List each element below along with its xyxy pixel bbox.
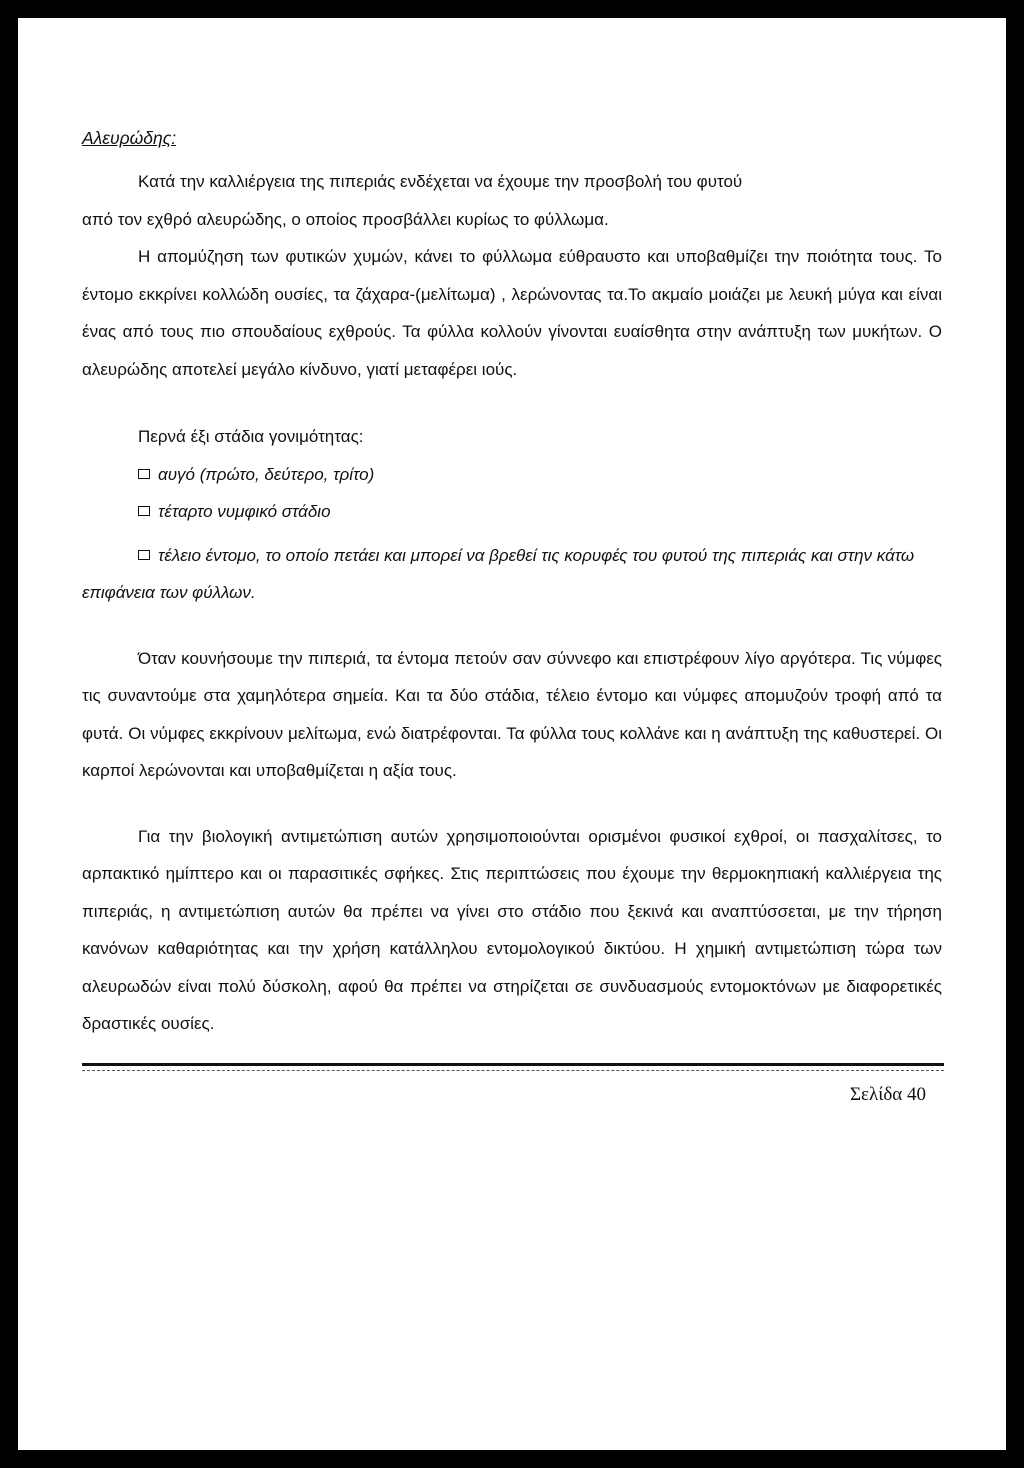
damage-paragraph: Η απομύζηση των φυτικών χυμών, κάνει το φύλλωμα εύθραυστο και υποβαθμίζει την ποιότητα τους. Το έντομο εκκρίνει κολλώδη ουσίες, τα ζάχαρα-(μελίτωμα) , λερώνοντας τα.Το ακμαίο μοιάζει με λευκή μύγα και είναι ένας από τους πιο σπουδαίους εχθρούς. Τα φύλλα κολλούν γίνονται ευαίσθητα στην ανάπτυξη των μυκήτων. Ο αλευρώδης αποτελεί μεγάλο κίνδυνο, γιατί μεταφέρει ιούς.	[82, 247, 942, 379]
document-page	[18, 18, 1006, 1450]
list-item	[82, 493, 942, 531]
list-item	[82, 456, 942, 494]
stage-text: τέταρτο νυμφικό στάδιο	[158, 502, 331, 521]
stages-intro: Περνά έξι στάδια γονιμότητας:	[138, 427, 364, 446]
behaviour-paragraph: Όταν κουνήσουμε την πιπεριά, τα έντομα πετούν σαν σύννεφο και επιστρέφουν λίγο αργότερα. Τις νύμφες τις συναντούμε στα χαμηλότερα σημεία. Και τα δύο στάδια, τέλειο έντομο και νύμφες απομυζούν τροφή από τα φυτά. Οι νύμφες εκκρίνουν μελίτωμα, ενώ διατρέφονται. Τα φύλλα τους κολλάνε και η ανάπτυξη της καθυστερεί. Οι καρποί λερώνονται και υποβαθμίζεται η αξία τους.	[82, 648, 942, 780]
intro-line-2: από τον εχθρό αλευρώδης, ο οποίος προσβάλλει κυρίως το φύλλωμα.	[82, 209, 609, 229]
intro-line-1: Κατά την καλλιέργεια της πιπεριάς ενδέχεται να έχουμε την προσβολή του φυτού	[138, 172, 743, 191]
stages-list	[82, 456, 942, 612]
control-paragraph: Για την βιολογική αντιμετώπιση αυτών χρησιμοποιούνται ορισμένοι φυσικοί εχθροί, οι πασχαλίτσες, το αρπακτικό ημίπτερο και οι παρασιτικές σφήκες. Στις περιπτώσεις που έχουμε την θερμοκηπιακή καλλιέργεια της πιπεριάς, η αντιμετώπιση αυτών θα πρέπει να γίνει στο στάδιο που ξεκινά και αναπτύσσεται, με την τήρηση κανόνων καθαριότητας και την χρήση κατάλληλου εντομολογικού δικτύου. Η χημική αντιμετώπιση τώρα των αλευρωδών είναι πολύ δύσκολη, αφού θα πρέπει να στηρίζεται σε συνδυασμούς εντομοκτόνων με διαφορετικές δραστικές ουσίες.	[82, 826, 942, 1033]
footer-rule-thin	[82, 1070, 944, 1071]
page-content	[82, 126, 942, 1043]
checkbox-bullet-icon	[138, 550, 150, 560]
section-heading: Αλευρώδης:	[82, 128, 177, 148]
checkbox-bullet-icon	[138, 506, 150, 516]
footer-divider	[82, 1063, 944, 1077]
list-item	[82, 537, 942, 612]
checkbox-bullet-icon	[138, 469, 150, 479]
footer-rule-thick	[82, 1063, 944, 1066]
page-number: Σελίδα 40	[849, 1084, 926, 1105]
stage-text: αυγό (πρώτο, δεύτερο, τρίτο)	[158, 464, 375, 484]
stage-text: τέλειο έντομο, το οποίο πετάει και μπορεί να βρεθεί τις κορυφές του φυτού της πιπεριάς και στην κάτω επιφάνεια των φύλλων.	[82, 545, 915, 602]
